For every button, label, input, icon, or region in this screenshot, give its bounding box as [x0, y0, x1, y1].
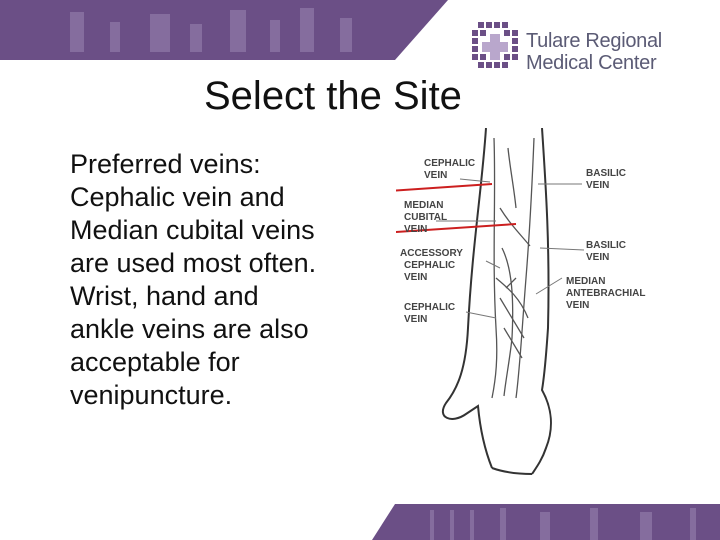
label-basilic-top: BASILIC VEIN [586, 168, 626, 191]
body-line: are used most often. [70, 248, 317, 278]
logo-line-1: Tulare Regional [526, 30, 662, 52]
body-line: Preferred veins: [70, 149, 261, 179]
label-accessory-cephalic: ACCESSORY CEPHALIC VEIN [400, 248, 463, 283]
bottom-banner [0, 504, 720, 540]
label-basilic-mid: BASILIC VEIN [586, 240, 626, 263]
logo-line-2: Medical Center [526, 52, 657, 74]
arm-outline-left [443, 128, 492, 468]
body-line: venipuncture. [70, 380, 233, 410]
logo-text [526, 30, 662, 74]
slide-title: Select the Site [204, 74, 462, 118]
label-median-antebrachial: MEDIAN ANTEBRACHIAL VEIN [566, 276, 646, 311]
red-pointer-cephalic [396, 184, 492, 199]
tulare-logo [470, 20, 700, 80]
body-line: ankle veins are also [70, 314, 309, 344]
body-line: acceptable for [70, 347, 240, 377]
label-median-cubital: MEDIAN CUBITAL VEIN [404, 200, 447, 235]
logo-mark-icon [470, 20, 522, 72]
body-line: Median cubital veins [70, 215, 315, 245]
body-text [70, 148, 390, 412]
body-line: Wrist, hand and [70, 281, 259, 311]
label-cephalic-top: CEPHALIC VEIN [424, 158, 476, 181]
label-cephalic-bottom: CEPHALIC VEIN [404, 302, 456, 325]
body-line: Cephalic vein and [70, 182, 285, 212]
arm-outline-right [532, 128, 551, 474]
arm-vein-diagram [396, 128, 676, 478]
